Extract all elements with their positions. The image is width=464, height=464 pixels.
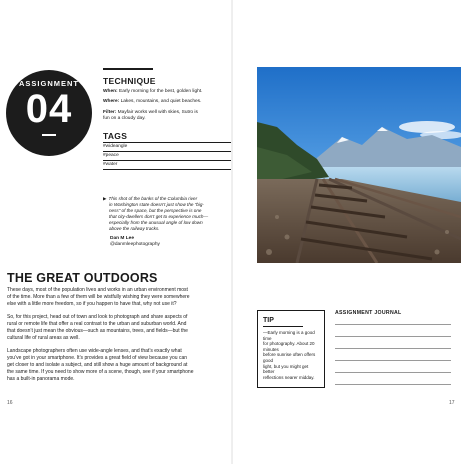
paragraph-line: that doesn’t just mean the obvious—such as mountains, trees, and fields—but the	[7, 327, 188, 334]
caption-marker-icon: ▶	[103, 196, 107, 201]
tag-item: #water	[103, 162, 118, 167]
when-text: Early morning for the best, golden light.	[117, 89, 203, 94]
tags-rule	[103, 160, 231, 161]
paragraph-line: cultural life of rural areas as well.	[7, 334, 80, 341]
technique-filter	[103, 110, 203, 122]
tip-line: for photography. About 20 minutes	[263, 341, 315, 352]
tag-item: #peace	[103, 153, 119, 158]
where-label: Where:	[103, 99, 120, 104]
filter-text: Mayfair works well with skies, Sutro is fun on a cloudy day.	[103, 110, 198, 122]
caption-line: ness” of the space, but the perspective is one	[109, 207, 202, 213]
technique-heading: TECHNIQUE	[103, 76, 156, 86]
tags-rule	[103, 151, 231, 152]
assignment-label: ASSIGNMENT	[18, 79, 79, 88]
tip-line: reflections nearer midday.	[263, 374, 315, 380]
when-label: When:	[103, 89, 118, 94]
tags-heading: TAGS	[103, 131, 128, 141]
tip-rule	[263, 326, 303, 327]
paragraph-line: else with a little more freedom, so if you happen to have that, why not use it?	[7, 300, 177, 307]
tip-line: light, but you might get better	[263, 363, 309, 375]
tip-line: —Early morning is a good time	[263, 330, 315, 341]
journal-title: ASSIGNMENT JOURNAL	[335, 310, 402, 316]
journal-line	[335, 348, 451, 349]
railway-landscape-image	[257, 67, 461, 263]
page-number-left: 16	[7, 400, 13, 406]
landscape-photo	[257, 67, 461, 263]
paragraph-line: These days, most of the population lives and works in an urban environment most	[7, 287, 188, 293]
tip-line: before sunrise often offers good	[263, 352, 316, 363]
article-title: THE GREAT OUTDOORS	[7, 271, 158, 285]
paragraph-line: the same time. If you need to show more of a scene, though, see if your smartphone	[7, 368, 194, 375]
badge-underline	[42, 134, 56, 136]
caption-line: ▶ This shot of the banks of the Columbia river	[103, 196, 198, 201]
article-paragraph-3	[7, 348, 233, 383]
paragraph-line: get closer to and isolate a subject, and still show a huge amount of background at	[7, 361, 188, 368]
article-paragraph-1	[7, 287, 233, 308]
tip-title: TIP	[263, 317, 274, 324]
journal-line	[335, 336, 451, 337]
journal-line	[335, 384, 451, 385]
where-text: Lakes, mountains, and quiet beaches.	[119, 99, 202, 104]
photo-credit-handle: @danmleephotography	[110, 242, 160, 247]
tip-text	[263, 330, 321, 380]
page-gutter	[231, 0, 233, 464]
tag-item: #wideangle	[103, 144, 128, 149]
caption-line: in Washington state doesn’t just show the “big-	[109, 201, 204, 207]
paragraph-line: Landscape photographers often use wide-angle lenses, and that’s exactly what	[7, 348, 182, 354]
technique-where	[103, 99, 233, 105]
journal-line	[335, 360, 451, 361]
paragraph-line: you’ve got in your smartphone. It’s provides a great field of view because you can	[7, 354, 188, 361]
technique-rule	[103, 68, 153, 70]
journal-line	[335, 324, 451, 325]
assignment-badge	[6, 70, 92, 156]
journal-line	[335, 372, 451, 373]
assignment-number: 04	[25, 87, 73, 131]
caption-line: especially from the unusual angle of low down	[109, 219, 203, 225]
photo-credit-name: Dan M Lee	[110, 236, 134, 241]
paragraph-line: rural or remote life that offer a real contrast to the urban and suburban world. And	[7, 320, 187, 327]
paragraph-line: of the time. More than a few of them will be wistfully wishing they were somewhere	[7, 293, 190, 300]
technique-when	[103, 89, 233, 95]
caption-line: that city-dwellers don’t get to experience much—	[109, 213, 209, 219]
paragraph-line: So, for this project, head out of town and look to photograph and share aspects of	[7, 314, 188, 320]
caption-line: above the railway tracks.	[109, 225, 160, 231]
photo-caption	[103, 196, 233, 231]
page-number-right: 17	[449, 400, 455, 406]
tip-box	[257, 310, 325, 388]
article-paragraph-2	[7, 314, 233, 342]
filter-label: Filter:	[103, 110, 117, 115]
tags-rule	[103, 169, 231, 170]
paragraph-line: has a built-in panorama mode.	[7, 375, 75, 382]
tags-rule	[103, 142, 231, 143]
